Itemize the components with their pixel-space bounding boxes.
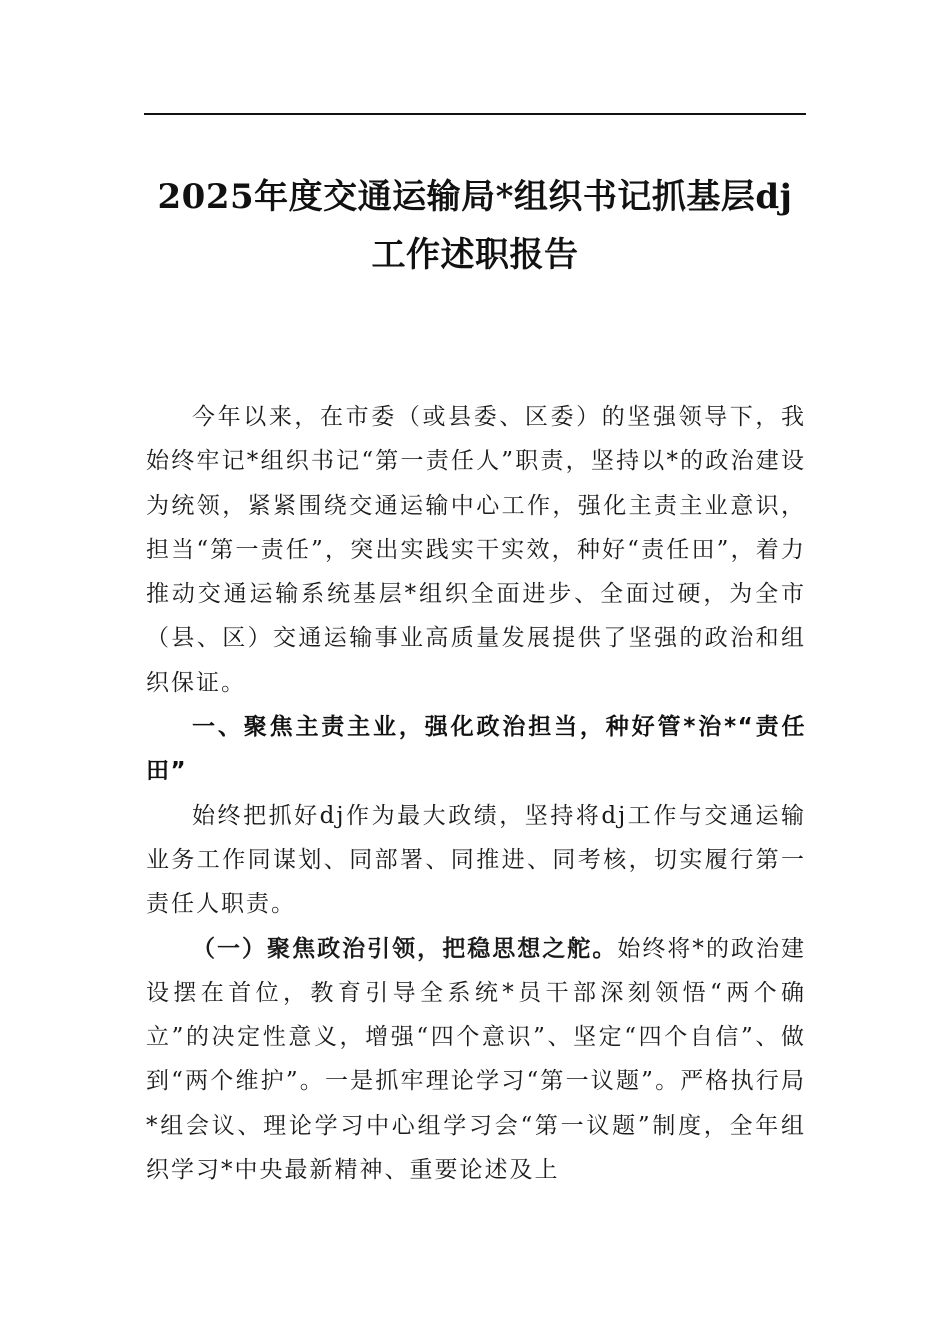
subsection-heading-1: （一）聚焦政治引领，把稳思想之舵。 bbox=[192, 934, 618, 962]
section-1-paragraph: 始终把抓好dj作为最大政绩，坚持将dj工作与交通运输业务工作同谋划、同部署、同推进、同考核，切实履行第一责任人职责。 bbox=[146, 802, 806, 918]
document-title: 2025年度交通运输局*组织书记抓基层dj工作述职报告 bbox=[157, 177, 793, 275]
subsection-1-paragraph bbox=[146, 927, 806, 1193]
document-body bbox=[146, 395, 806, 1192]
header-rule bbox=[144, 113, 806, 115]
subsection-1-text: 始终将*的政治建设摆在首位，教育引导全系统*员干部深刻领悟“两个确立”的决定性意义，增强“四个意识”、坚定“四个自信”、做到“两个维护”。一是抓牢理论学习“第一议题”。严格执行局*组会议、理论学习中心组学习会“第一议题”制度，全年组织学习*中央最新精神、重要论述及上 bbox=[146, 935, 807, 1184]
intro-paragraph: 今年以来，在市委（或县委、区委）的坚强领导下，我始终牢记*组织书记“第一责任人”职责，坚持以*的政治建设为统领，紧紧围绕交通运输中心工作，强化主责主业意识，担当“第一责任”，突出实践实干实效，种好“责任田”，着力推动交通运输系统基层*组织全面进步、全面过硬，为全市（县、区）交通运输事业高质量发展提供了坚强的政治和组织保证。 bbox=[146, 404, 806, 696]
section-heading-1: 一、聚焦主责主业，强化政治担当，种好管*治*“责任田” bbox=[146, 714, 806, 785]
